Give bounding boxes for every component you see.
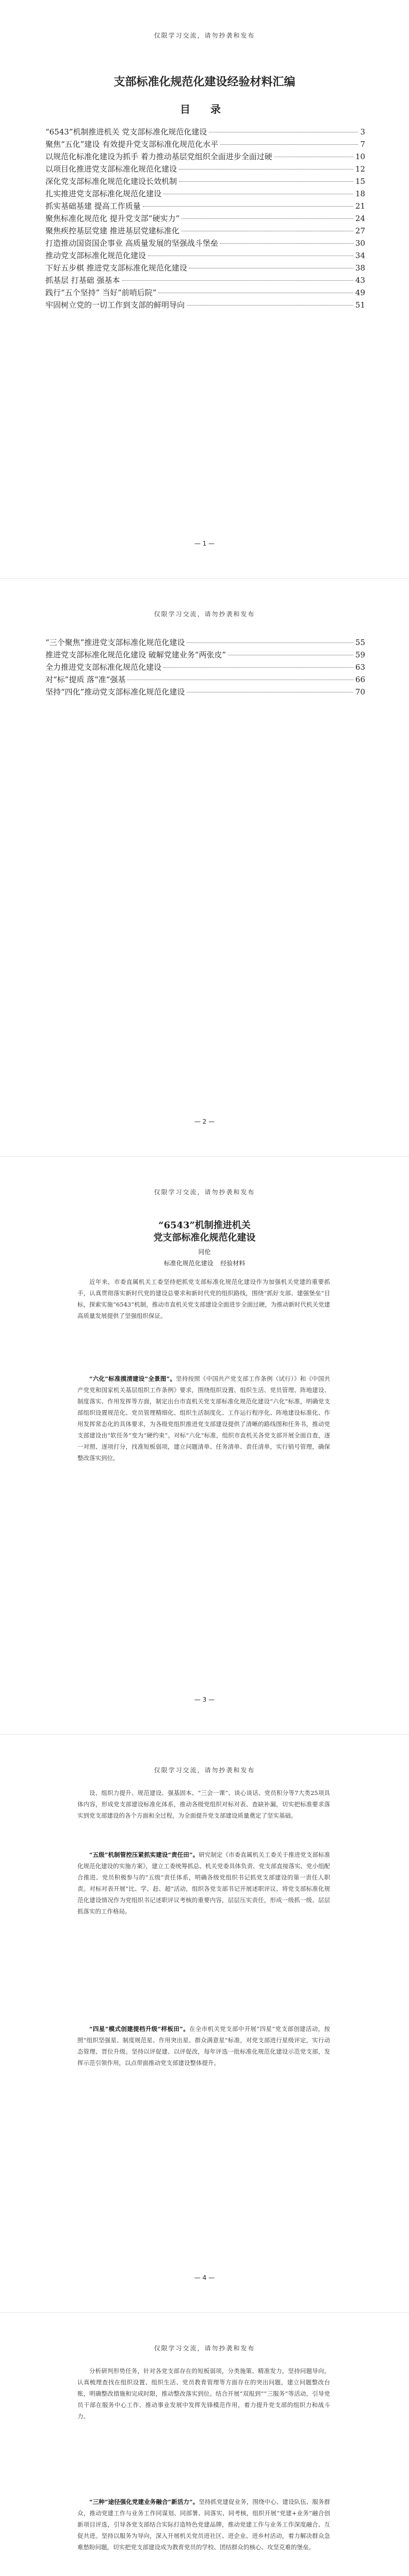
toc-entry[interactable]	[45, 661, 365, 673]
toc-leader-dots	[187, 642, 353, 643]
page-3	[0, 1156, 409, 1734]
toc-entry[interactable]	[45, 150, 365, 163]
toc-entry-page: 63	[355, 663, 365, 672]
toc-leader-dots	[182, 218, 353, 219]
toc-entry-page: 10	[355, 152, 365, 161]
toc-entry-title: 全力推进党支部标准化规范化建设	[45, 663, 162, 672]
paragraph-lead: “六化”标准摸清建设“全景图”。	[89, 1375, 176, 1382]
toc-entry[interactable]	[45, 249, 365, 262]
toc-entry[interactable]	[45, 138, 365, 150]
body-paragraph	[77, 2365, 330, 2422]
toc-entry[interactable]	[45, 649, 365, 661]
toc-entry-page: 24	[355, 214, 365, 223]
toc-entry-page: 15	[355, 177, 365, 186]
body-paragraph	[77, 1373, 330, 1464]
toc-entry-page: 18	[355, 189, 365, 198]
toc-leader-dots	[187, 305, 353, 306]
document-title: 支部标准化规范化建设经验材料汇编	[113, 75, 296, 89]
body-paragraph	[77, 1276, 330, 1321]
paragraph-text: 设、组织力提升、规范建设、强基固本、“三会一课”、谈心谈话、党员积分等7大类25项具体内容，形成党支部建设标准化体系，推动各级党组织对标对表、查缺补漏，切实把标准要求落实到党支部建设的各个方面和全过程，为全面提升党支部建设质量奠定了坚实基础。	[77, 1789, 330, 1819]
toc-entry-title: 坚持“四化”推动党支部标准化规范化建设	[45, 687, 185, 697]
page-number: — 2 —	[194, 1118, 215, 1125]
toc-entry[interactable]	[45, 686, 365, 698]
toc-entry-title: 推动党支部标准化规范化建设	[45, 251, 146, 260]
toc-entry-title: 践行“五个坚持” 当好“前哨后院”	[45, 288, 157, 297]
toc-leader-dots	[143, 206, 353, 207]
toc-entry[interactable]	[45, 175, 365, 188]
toc-entry-page: 3	[360, 127, 365, 137]
article-keywords: 标准化规范化建设 经验材料	[163, 1260, 246, 1267]
toc-entry-title: 以项目化推进党支部标准化规范化建设	[45, 164, 177, 174]
toc-entry[interactable]	[45, 126, 365, 138]
toc-entry[interactable]	[45, 225, 365, 237]
toc-heading: 目 录	[180, 103, 229, 115]
toc-entry-title: 推进党支部标准化规范化建设 破解党建业务“两张皮”	[45, 650, 226, 659]
toc-entry-page: 30	[355, 239, 365, 248]
paragraph-text: 近年来，市委直属机关工委坚持把抓党支部标准化规范化建设作为加强机关党建的重要抓手，认真贯彻落实新时代党的建设总要求和新时代党的组织路线，围绕“抓好支部、建强堡垒”目标，探索实施“6543”机制，推动市直机关党支部建设全面进步全面过硬，为推动新时代机关党建高质量发展提供了坚强组织保证。	[77, 1278, 330, 1319]
toc-entry-title: 抓基层 打基础 强基本	[45, 276, 120, 285]
toc-entry-page: 21	[355, 201, 365, 211]
toc-entry-title: “三个聚焦”推进党支部标准化规范化建设	[45, 638, 185, 647]
toc-entry[interactable]	[45, 286, 365, 299]
page-4	[0, 1734, 409, 2312]
table-of-contents	[45, 126, 365, 311]
toc-entry-title: “6543”机制推进机关 党支部标准化规范化建设	[45, 127, 207, 137]
body-paragraph	[77, 2496, 330, 2553]
toc-leader-dots	[220, 243, 353, 244]
toc-entry-title: 对“标”提质 落“准”强基	[45, 675, 126, 684]
toc-entry-page: 27	[355, 226, 365, 235]
toc-entry-title: 聚焦标准化规范化 提升党支部“硬实力”	[45, 214, 180, 223]
toc-entry-page: 38	[355, 263, 365, 273]
paragraph-lead: “三种”途径强化党建业务融合“新活力”。	[89, 2498, 199, 2505]
toc-leader-dots	[220, 144, 358, 145]
page-number: — 1 —	[194, 540, 215, 547]
watermark: 仅限学习交流，请勿抄袭和发布	[154, 611, 255, 618]
toc-entry-title: 以规范化标准化建设为抓手 着力推动基层党组织全面进步全面过硬	[45, 152, 272, 161]
paragraph-text: 分析研判形势任务，针对各党支部存在的短板弱项，分类施策、精准发力，坚持问题导向，认真梳理查找在组织设置、组织生活、党员教育管理等方面存在的突出问题，建立问题整改台账，明确整改措施和完成时限，推动整改落实到位。结合开展“双报到”“三服务”等活动，引导党员干部在服务中心工作、推动事业发展中发挥先锋模范作用，着力提升党支部的组织力和战斗力。	[77, 2367, 330, 2420]
toc-entry-page: 59	[355, 650, 365, 659]
toc-entry-page: 43	[355, 276, 365, 285]
toc-entry-title: 扎实推进党支部标准化规范化建设	[45, 189, 162, 198]
page-number: — 3 —	[194, 1696, 215, 1703]
toc-entry-title: 深化党支部标准化规范化建设长效机制	[45, 177, 177, 186]
body-paragraph	[77, 2023, 330, 2069]
article-author: 同伦	[198, 1248, 211, 1256]
toc-entry[interactable]	[45, 262, 365, 274]
paragraph-text: 坚持按照《中国共产党支部工作条例（试行）》和《中国共产党党和国家机关基层组织工作条例》要求，围绕组织设置、组织生活、党员管理、阵地建设、制度落实、作用发挥等方面，制定出台市直机关党支部标准化规范化建设“六化”标准，明确党支部组织设置规范化、党员管理精细化、组织生活制度化、工作运行程序化、阵地建设标准化、作用发挥常态化的具体要求，为各级党组织推进党支部建设提供了清晰的路线图和任务书，推动党支部建设由“软任务”变为“硬约束”。对标“六化”标准，组织市直机关各党支部开展全面自查，逐一对照、逐项打分，找准短板弱项，建立问题清单、任务清单、责任清单，实行销号管理，确保整改落实到位。	[77, 1375, 330, 1462]
toc-entry-page: 51	[355, 300, 365, 310]
toc-entry-page: 34	[355, 251, 365, 260]
body-paragraph	[77, 1849, 330, 1917]
toc-entry[interactable]	[45, 299, 365, 311]
toc-entry-title: 牢固树立党的一切工作到支部的鲜明导向	[45, 300, 185, 310]
paragraph-lead: “五级”机制管控压紧抓实建设“责任田”。	[89, 1851, 199, 1858]
toc-entry[interactable]	[45, 636, 365, 649]
toc-entry[interactable]	[45, 212, 365, 225]
toc-entry-page: 7	[360, 140, 365, 149]
toc-entry-title: 打造推动国资国企事业 高质量发展的坚强战斗堡垒	[45, 239, 218, 248]
article-title-line-2: 党支部标准化规范化建设	[153, 1232, 256, 1243]
page-1	[0, 0, 409, 578]
toc-leader-dots	[179, 181, 353, 182]
toc-entry-title: 聚焦“五化”建设 有效提升党支部标准化规范化水平	[45, 140, 219, 149]
toc-entry-page: 12	[355, 164, 365, 174]
watermark: 仅限学习交流，请勿抄袭和发布	[154, 1189, 255, 1196]
toc-entry[interactable]	[45, 188, 365, 200]
paragraph-lead: “四星”模式创建提档升级“样板田”。	[89, 2025, 189, 2032]
paragraph-text: 在全市机关党支部中开展“四星”党支部创建活动，按照“组织坚强星、制度规范星、作用突出星、群众满意星”标准，对党支部进行星级评定，实行动态管理、晋位升级。坚持以评促建、以评促改，每年评选一批标准化规范化建设示范党支部，发挥示范引领作用，以点带面推动党支部建设整体提升。	[77, 2025, 330, 2066]
toc-entry[interactable]	[45, 200, 365, 212]
watermark: 仅限学习交流，请勿抄袭和发布	[154, 1767, 255, 1774]
toc-leader-dots	[122, 280, 353, 281]
toc-entry-page: 66	[355, 675, 365, 684]
toc-entry[interactable]	[45, 274, 365, 286]
article-title-line-1: “6543”机制推进机关	[158, 1220, 251, 1231]
toc-entry-title: 聚焦疾控基层党建 推进基层党建标准化	[45, 226, 179, 235]
body-paragraph	[77, 1787, 330, 1821]
toc-entry-title: 抓实基础基建 提高工作质量	[45, 201, 141, 211]
toc-entry[interactable]	[45, 163, 365, 175]
paragraph-text: 坚持抓党建促业务，围绕中心、建设队伍、服务群众，推动党建工作与业务工作同谋划、同部署、同落实、同考核，组织开展“党建+业务”融合创新项目评选，引导各党支部结合实际打造特色党建品牌，推动党建工作与业务工作深度融合、互促共进。坚持以服务为导向，深入开展机关党员进社区、进企业、进乡村活动，着力解决群众急难愁盼问题，切实把党支部建设成为教育党员的学校、团结群众的核心、攻坚克难的堡垒。	[77, 2498, 330, 2551]
page-5	[0, 2312, 409, 2576]
toc-leader-dots	[179, 169, 353, 170]
toc-entry-title: 下好五步棋 推进党支部标准化规范化建设	[45, 263, 187, 273]
watermark: 仅限学习交流，请勿抄袭和发布	[154, 2345, 255, 2352]
table-of-contents-continued	[45, 636, 365, 698]
page-2	[0, 578, 409, 1156]
toc-entry-page: 70	[355, 687, 365, 697]
toc-entry-page: 55	[355, 638, 365, 647]
paragraph-text: 研究制定《市委直属机关工委关于推进党支部标准化规范化建设的实施方案》，建立工委统筹抓总、机关党委具体负责、党支部直接落实、党小组配合推进、党员积极参与的“五级”责任体系，明确各级党组织书记抓党支部建设的第一责任人职责。对标对表开展“比、学、赶、超”活动，组织各党支部书记开展述职评议，将党支部标准化规范化建设情况作为党组织书记述职评议考核的重要内容，层层压实责任，形成一级抓一级、层层抓落实的工作格局。	[77, 1851, 330, 1915]
toc-leader-dots	[163, 667, 353, 668]
toc-entry[interactable]	[45, 237, 365, 249]
toc-entry[interactable]	[45, 673, 365, 686]
toc-entry-page: 49	[355, 288, 365, 297]
watermark: 仅限学习交流，请勿抄袭和发布	[154, 32, 255, 39]
page-number: — 4 —	[194, 2274, 215, 2281]
